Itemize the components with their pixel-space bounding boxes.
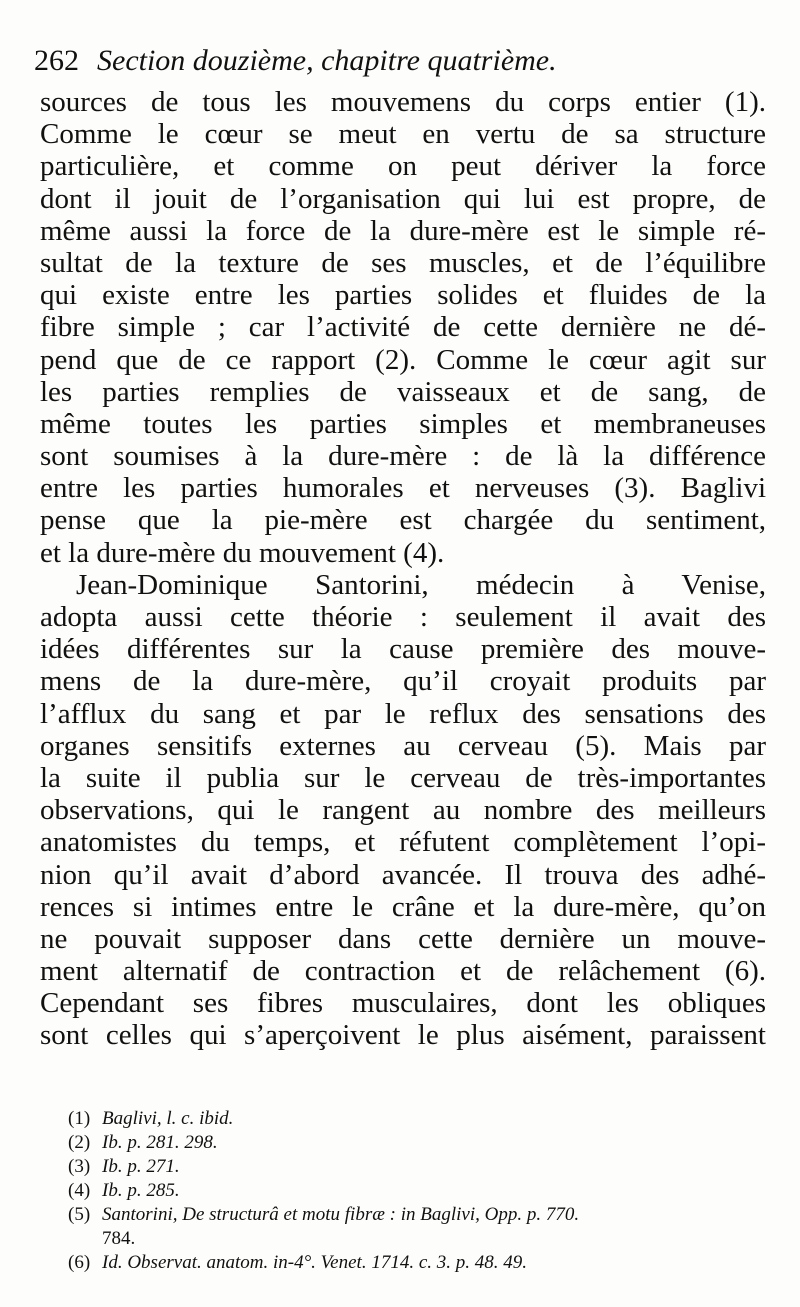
- text-line: la suite il publia sur le cerveau de très-importantes: [40, 761, 766, 794]
- text-line: particulière, et comme on peut dériver la force: [40, 150, 766, 183]
- text-line: sultat de la texture de ses muscles, et de l’équilibre: [40, 246, 766, 279]
- footnote-text: Santorini, De structurâ et motu fibræ : in Baglivi, Opp. p. 770.: [102, 1204, 580, 1225]
- footnote-number: (1): [68, 1108, 91, 1129]
- footnote: [68, 1131, 768, 1155]
- text-line: anatomistes du temps, et réfutent complètement l’opi-: [40, 826, 766, 859]
- text-line: mens de la dure-mère, qu’il croyait produits par: [40, 665, 766, 698]
- text-line: ment alternatif de contraction et de relâchement (6).: [40, 955, 766, 988]
- text-line: nion qu’il avait d’abord avancée. Il trouva des adhé-: [40, 858, 766, 891]
- footnote-text: Ib. p. 271.: [102, 1156, 180, 1177]
- text-line: fibre simple ; car l’activité de cette dernière ne dé-: [40, 311, 766, 344]
- footnote-number: (5): [68, 1204, 91, 1225]
- text-line: observations, qui le rangent au nombre des meilleurs: [40, 794, 766, 827]
- text-line: l’afflux du sang et par le reflux des sensations des: [40, 697, 766, 730]
- footnote: [68, 1107, 768, 1131]
- text-line: organes sensitifs externes au cerveau (5). Mais par: [40, 729, 766, 762]
- footnote-text: Ib. p. 281. 298.: [102, 1132, 218, 1153]
- text-line: les parties remplies de vaisseaux et de sang, de: [40, 375, 766, 408]
- footnote-text: Baglivi, l. c. ibid.: [102, 1108, 234, 1129]
- body-text: [40, 86, 766, 1052]
- text-line: sont celles qui s’aperçoivent le plus aisément, paraissent: [40, 1019, 766, 1052]
- text-line: entre les parties humorales et nerveuses (3). Baglivi: [40, 472, 766, 505]
- text-line: dont il jouit de l’organisation qui lui est propre, de: [40, 182, 766, 215]
- footnote-text: Id. Observat. anatom. in-4°. Venet. 1714. c. 3. p. 48. 49.: [102, 1252, 528, 1273]
- footnote-text: 784.: [102, 1228, 136, 1249]
- text-line: sont soumises à la dure-mère : de là la différence: [40, 440, 766, 473]
- text-line: ne pouvait supposer dans cette dernière un mouve-: [40, 922, 766, 955]
- footnotes: [68, 1107, 768, 1275]
- text-line: rences si intimes entre le crâne et la dure-mère, qu’on: [40, 890, 766, 923]
- footnote: [68, 1251, 768, 1275]
- text-line: sources de tous les mouvemens du corps entier (1).: [40, 86, 766, 118]
- text-line: pense que la pie-mère est chargée du sentiment,: [40, 504, 766, 537]
- footnote: [68, 1155, 768, 1179]
- text-line: pend que de ce rapport (2). Comme le cœur agit sur: [40, 343, 766, 376]
- footnote-text: Ib. p. 285.: [102, 1180, 180, 1201]
- text-line: même aussi la force de la dure-mère est le simple ré-: [40, 214, 766, 247]
- footnote-number: (3): [68, 1156, 91, 1177]
- page-number: 262: [34, 44, 79, 77]
- footnote-number: (4): [68, 1180, 91, 1201]
- text-line: Jean-Dominique Santorini, médecin à Venise,: [76, 568, 766, 601]
- text-line: même toutes les parties simples et membraneuses: [40, 407, 766, 440]
- text-line: Comme le cœur se meut en vertu de sa structure: [40, 118, 766, 151]
- footnote-number: (2): [68, 1132, 91, 1153]
- footnote: [68, 1179, 768, 1203]
- text-line: qui existe entre les parties solides et fluides de la: [40, 279, 766, 312]
- text-line: adopta aussi cette théorie : seulement il avait des: [40, 601, 766, 633]
- footnote: [68, 1203, 768, 1227]
- text-line: Cependant ses fibres musculaires, dont les obliques: [40, 987, 766, 1020]
- running-head: Section douzième, chapitre quatrième.: [97, 44, 557, 77]
- page-header: [34, 40, 764, 82]
- text-line: idées différentes sur la cause première des mouve-: [40, 633, 766, 666]
- footnote-number: (6): [68, 1252, 91, 1273]
- footnote-continuation: [68, 1227, 768, 1251]
- text-line: et la dure-mère du mouvement (4).: [40, 536, 445, 569]
